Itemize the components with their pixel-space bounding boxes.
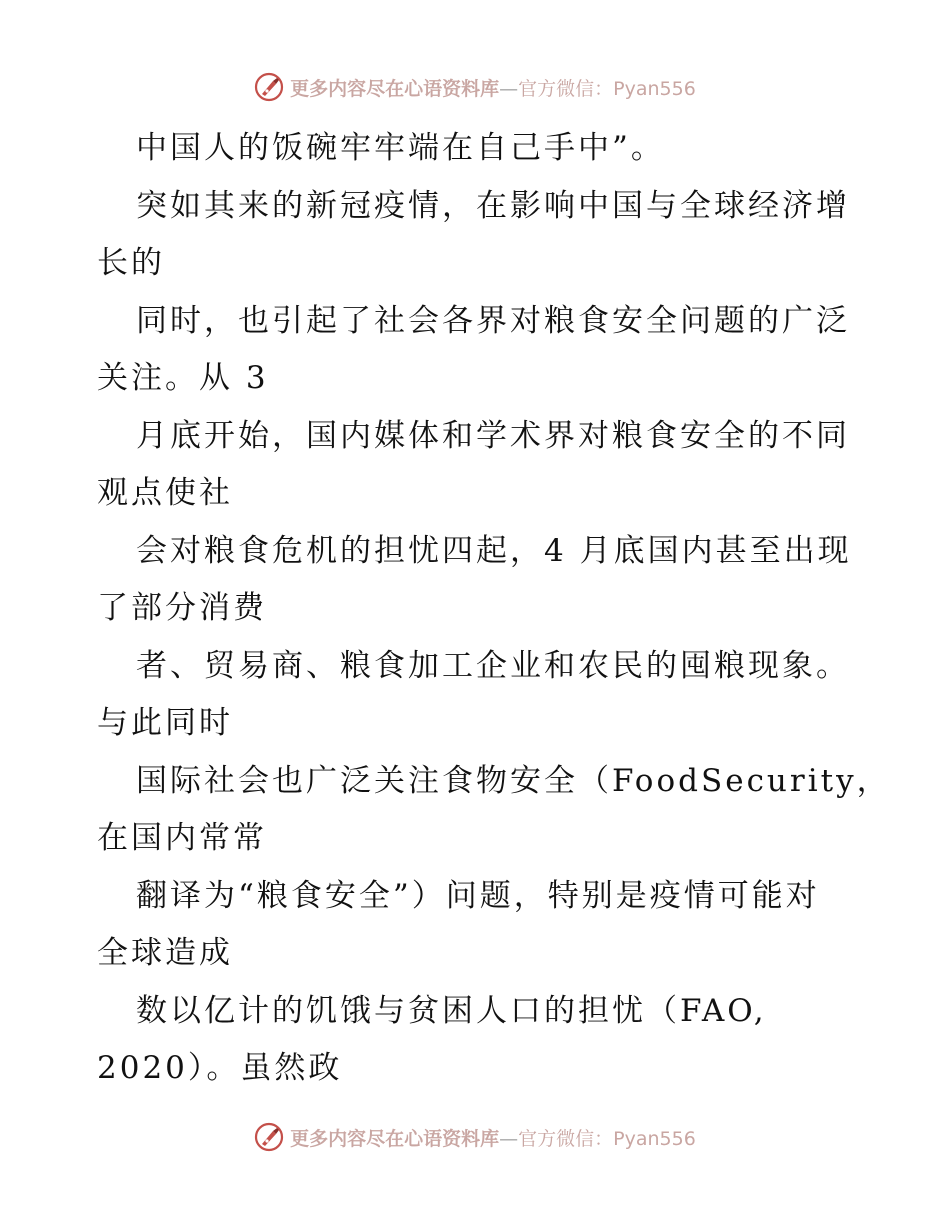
text-line: 国际社会也广泛关注食物安全（FoodSecurity，: [136, 762, 891, 799]
text-line: 月底开始，国内媒体和学术界对粮食安全的不同: [136, 417, 850, 454]
text-line: 观点使社: [97, 475, 233, 511]
text-line: 会对粮食危机的担忧四起，4 月底国内甚至出现: [136, 532, 852, 569]
watermark-separator: —: [499, 1127, 519, 1150]
header-watermark: [0, 72, 950, 102]
text-line: 在国内常常: [97, 820, 267, 856]
watermark-separator: —: [499, 77, 519, 100]
text-line: 关注。从 3: [97, 360, 269, 396]
pen-nib-logo-icon: [254, 1122, 284, 1152]
watermark-brand: 更多内容尽在心语资料库: [290, 1127, 500, 1150]
watermark-text: [290, 1124, 696, 1151]
document-body: [97, 120, 891, 1098]
text-line: 数以亿计的饥饿与贫困人口的担忧（FAO,: [136, 992, 767, 1029]
watermark-text: [290, 74, 696, 101]
text-line: 2020）。虽然政: [97, 1050, 343, 1086]
footer-watermark: [0, 1122, 950, 1152]
text-line: 同时，也引起了社会各界对粮食安全问题的广泛: [136, 302, 850, 339]
text-line: 中国人的饭碗牢牢端在自己手中”。: [136, 130, 665, 166]
text-line: 者、贸易商、粮食加工企业和农民的囤粮现象。: [136, 647, 850, 684]
text-line: 了部分消费: [97, 590, 267, 626]
pen-nib-logo-icon: [254, 72, 284, 102]
watermark-contact: 官方微信：Pyan556: [518, 1127, 696, 1150]
text-line: 与此同时: [97, 705, 233, 741]
watermark-brand: 更多内容尽在心语资料库: [290, 77, 500, 100]
text-line: 突如其来的新冠疫情，在影响中国与全球经济增: [136, 187, 850, 224]
text-line: 翻译为“粮食安全”）问题，特别是疫情可能对: [136, 877, 820, 914]
text-line: 长的: [97, 245, 165, 281]
text-line: 全球造成: [97, 935, 233, 971]
watermark-contact: 官方微信：Pyan556: [518, 77, 696, 100]
